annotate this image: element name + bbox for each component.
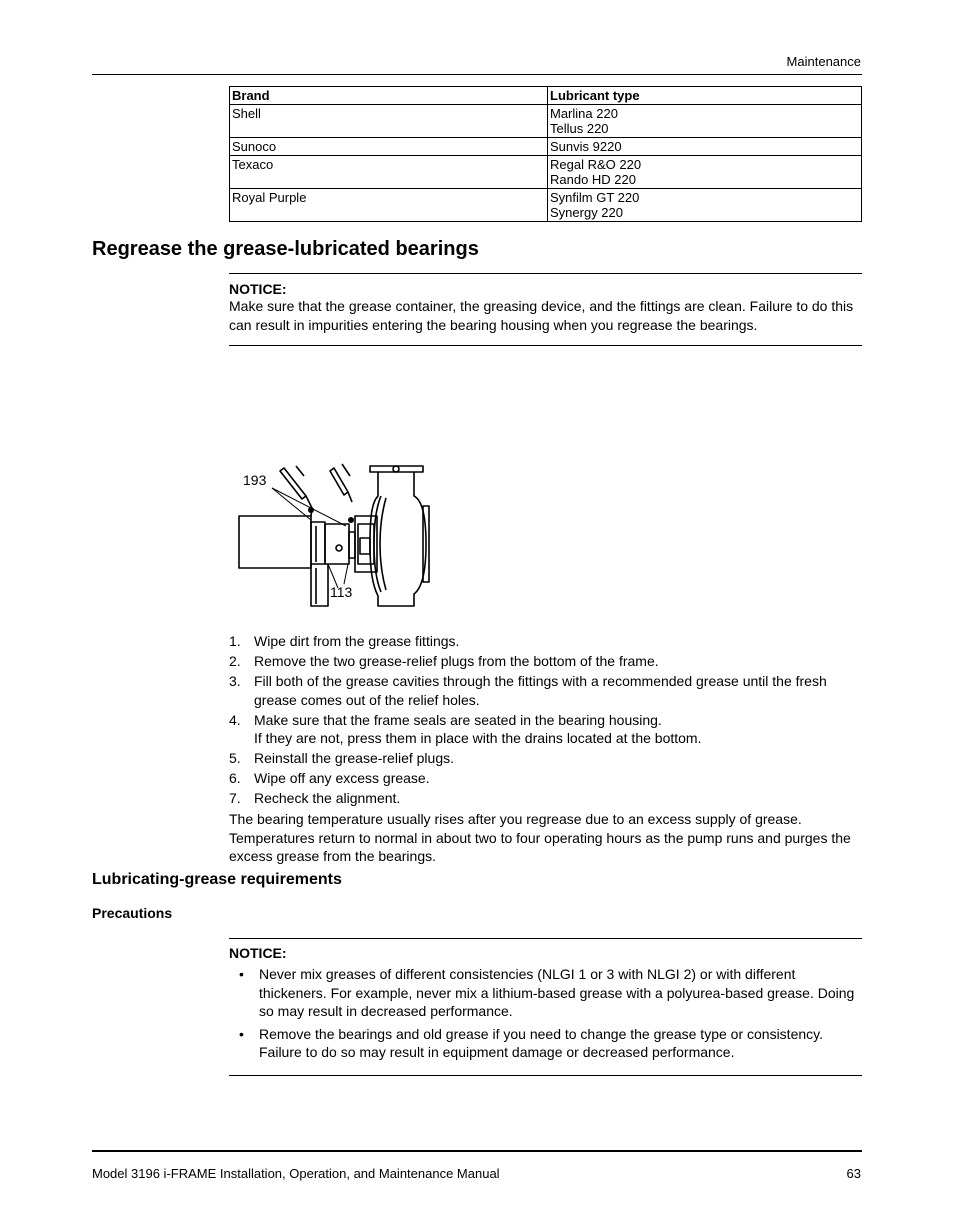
header-divider (92, 74, 862, 75)
bullet-text: Remove the bearings and old grease if you need to change the grease type or consistency. Failure to do so may result in equipment damage or decreased performance. (259, 1025, 823, 1060)
notice-label: NOTICE: (229, 281, 287, 297)
table-row (230, 156, 862, 189)
notice-bottom-rule (229, 345, 862, 346)
lubricant-type: Synfilm GT 220 (550, 190, 640, 205)
step-text: Make sure that the frame seals are seated in the bearing housing. (254, 711, 662, 728)
step-number: 5. (229, 750, 241, 766)
list-item (229, 632, 849, 651)
notice-box (229, 945, 862, 1066)
lubricant-cell (548, 189, 862, 222)
list-item (229, 769, 849, 788)
brand-cell: Royal Purple (230, 189, 548, 222)
page-number: 63 (846, 1166, 861, 1181)
step-number: 2. (229, 653, 241, 669)
list-item (229, 672, 849, 709)
step-text: Reinstall the grease-relief plugs. (254, 750, 454, 766)
step-text: Recheck the alignment. (254, 790, 401, 806)
step-text: Fill both of the grease cavities through the fittings with a recommended grease until the fresh grease comes out of the relief holes. (254, 673, 827, 708)
step-text: Wipe off any excess grease. (254, 770, 430, 786)
notice-bullets (229, 965, 862, 1062)
lubricant-table (229, 86, 862, 222)
bullet-text: Never mix greases of different consistencies (NLGI 1 or 3 with NLGI 2) or with different thickeners. For example, never mix a lithium-based grease with a polyurea-based grease. Doing so may result in decreased performance. (259, 966, 855, 1019)
column-header-lubricant-type: Lubricant type (548, 87, 862, 105)
callout-193: 193 (243, 472, 267, 488)
procedure-steps (229, 632, 849, 809)
brand-cell: Sunoco (230, 138, 548, 156)
brand-cell: Shell (230, 105, 548, 138)
notice-bottom-rule (229, 1075, 862, 1076)
lubricant-type: Regal R&O 220 (550, 157, 642, 172)
step-number: 3. (229, 673, 241, 689)
frame-block (239, 516, 311, 568)
step-text: Wipe dirt from the grease fittings. (254, 633, 460, 649)
lubricant-cell (548, 105, 862, 138)
precautions-title: Precautions (92, 905, 173, 921)
lubricant-type: Sunvis 9220 (550, 139, 622, 154)
brand-cell: Texaco (230, 156, 548, 189)
list-item (229, 749, 849, 768)
closing-paragraph: The bearing temperature usually rises after you regrease due to an excess supply of grease. Temperatures return to normal in about two to four operating hours as the pump runs and purges the excess grease from the bearings. (229, 811, 851, 864)
lubricant-cell (548, 156, 862, 189)
running-header: Maintenance (786, 54, 861, 69)
list-item (229, 965, 862, 1021)
footer-divider (92, 1150, 862, 1152)
step-number: 6. (229, 770, 241, 786)
notice-top-rule (229, 938, 862, 939)
step-number: 7. (229, 790, 241, 806)
list-item (229, 1025, 862, 1062)
lubricant-type: Rando HD 220 (550, 172, 636, 187)
subsection-title: Lubricating-grease requirements (92, 871, 342, 888)
step-number: 1. (229, 633, 241, 649)
section-title: Regrease the grease-lubricated bearings (92, 238, 479, 260)
table-row (230, 189, 862, 222)
bullet-icon: • (239, 1025, 244, 1042)
lubricant-type: Synergy 220 (550, 205, 623, 220)
bearing-regrease-diagram (236, 456, 432, 612)
notice-box (229, 281, 859, 335)
list-item (229, 789, 849, 808)
lubricant-type: Tellus 220 (550, 121, 609, 136)
notice-top-rule (229, 273, 862, 274)
list-item (229, 652, 849, 671)
column-header-brand: Brand (230, 87, 548, 105)
bullet-icon: • (239, 966, 244, 982)
table-row (230, 138, 862, 156)
table-row (230, 105, 862, 138)
lubricant-cell (548, 138, 862, 156)
step-number: 4. (229, 711, 241, 728)
callout-113: 113 (330, 584, 353, 600)
notice-text: Make sure that the grease container, the greasing device, and the fittings are clean. Failure to do this can result in impurities entering the bearing housing when you regrease the bearings. (229, 298, 854, 333)
table-header-row (230, 87, 862, 105)
list-item (229, 711, 849, 748)
step-text: Remove the two grease-relief plugs from the bottom of the frame. (254, 653, 659, 669)
lubricant-type: Marlina 220 (550, 106, 618, 121)
footer-title: Model 3196 i-FRAME Installation, Operation, and Maintenance Manual (92, 1166, 500, 1181)
notice-label: NOTICE: (229, 945, 287, 961)
step-subtext: If they are not, press them in place with the drains located at the bottom. (254, 730, 702, 746)
